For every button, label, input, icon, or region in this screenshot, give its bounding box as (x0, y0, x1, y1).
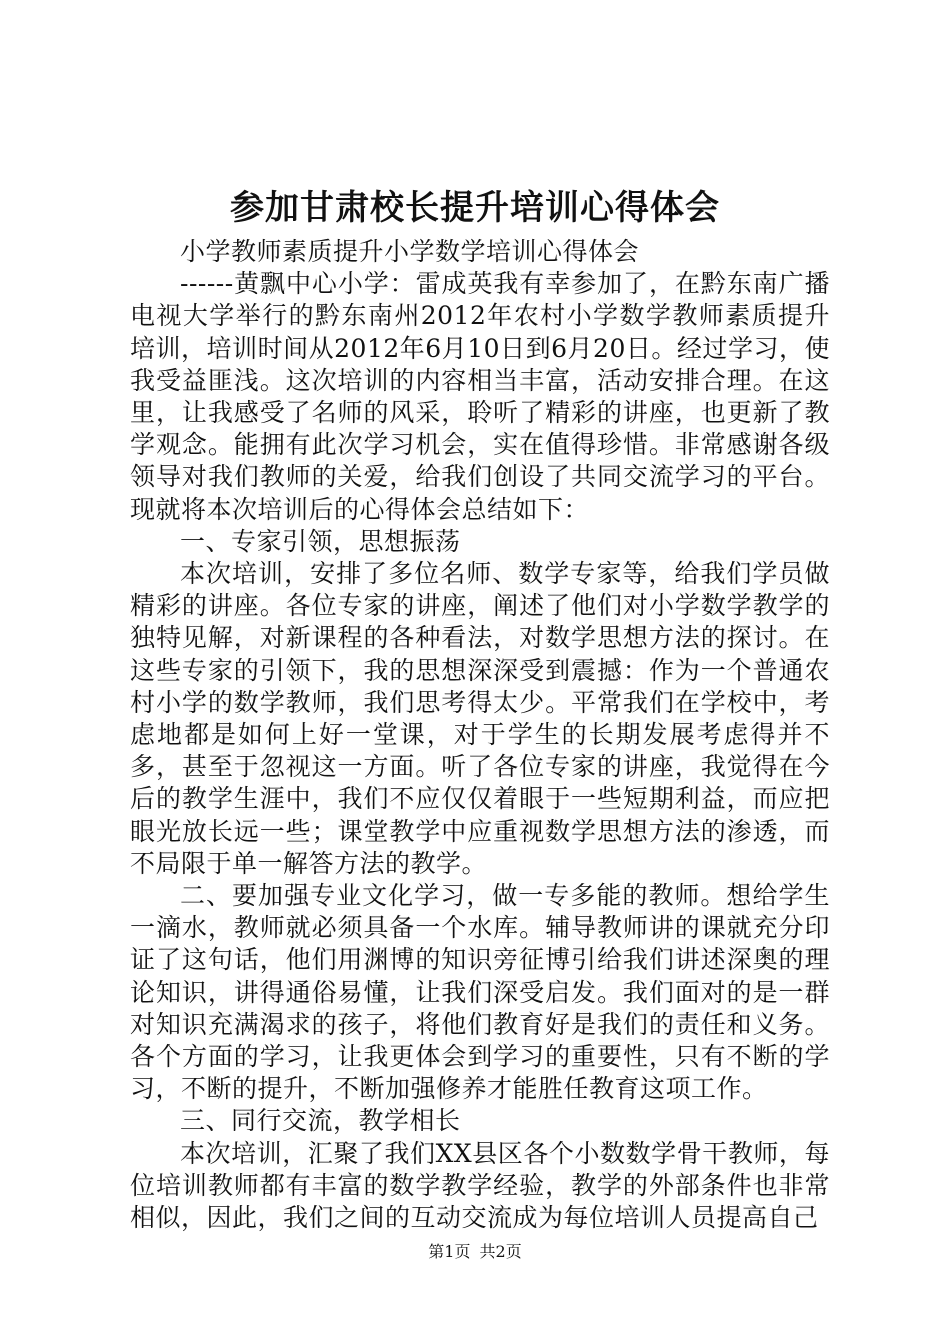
intro-paragraph: ------黄飘中心小学：雷成英我有幸参加了，在黔东南广播电视大学举行的黔东南州2012年农村小学数学教师素质提升培训，培训时间从2012年6月10日到6月20日。经过学习，使我受益匪浅。这次培训的内容相当丰富，活动安排合理。在这里，让我感受了名师的风采，聆听了精彩的讲座，也更新了教学观念。能拥有此次学习机会，实在值得珍惜。非常感谢各级领导对我们教师的关爱，给我们创设了共同交流学习的平台。现就将本次培训后的心得体会总结如下： (130, 269, 830, 524)
page-footer (0, 1241, 950, 1263)
document-title: 参加甘肃校长提升培训心得体会 (230, 188, 720, 228)
section-heading-1: 一、专家引领，思想振荡 (180, 526, 461, 556)
section-3-paragraph: 本次培训，汇聚了我们XX县区各个小数数学骨干教师，每位培训教师都有丰富的数学教学经验，教学的外部条件也非常相似，因此，我们之间的互动交流成为每位培训人员提高自己 (130, 1138, 830, 1233)
page-total: 共2页 (479, 1242, 522, 1261)
section-2-paragraph: 二、要加强专业文化学习，做一专多能的教师。想给学生一滴水，教师就必须具备一个水库。辅导教师讲的课就充分印证了这句话，他们用渊博的知识旁征博引给我们讲述深奥的理论知识，讲得通俗易懂，让我们深受启发。我们面对的是一群对知识充满渴求的孩子，将他们教育好是我们的责任和义务。各个方面的学习，让我更体会到学习的重要性，只有不断的学习，不断的提升，不断加强修养才能胜任教育这项工作。 (130, 881, 830, 1104)
section-1-paragraph: 本次培训，安排了多位名师、数学专家等，给我们学员做精彩的讲座。各位专家的讲座，阐述了他们对小学数学教学的独特见解，对新课程的各种看法，对数学思想方法的探讨。在这些专家的引领下，我的思想深深受到震撼：作为一个普通农村小学的数学教师，我们思考得太少。平常我们在学校中，考虑地都是如何上好一堂课，对于学生的长期发展考虑得并不多，甚至于忽视这一方面。听了各位专家的讲座，我觉得在今后的教学生涯中，我们不应仅仅着眼于一些短期利益，而应把眼光放长远一些；课堂教学中应重视数学思想方法的渗透，而不局限于单一解答方法的教学。 (130, 559, 830, 878)
subtitle-paragraph: 小学教师素质提升小学数学培训心得体会 (180, 237, 640, 266)
page-number: 第1页 (428, 1242, 471, 1261)
section-heading-3: 三、同行交流，教学相长 (180, 1106, 461, 1136)
document-body (130, 236, 830, 1234)
